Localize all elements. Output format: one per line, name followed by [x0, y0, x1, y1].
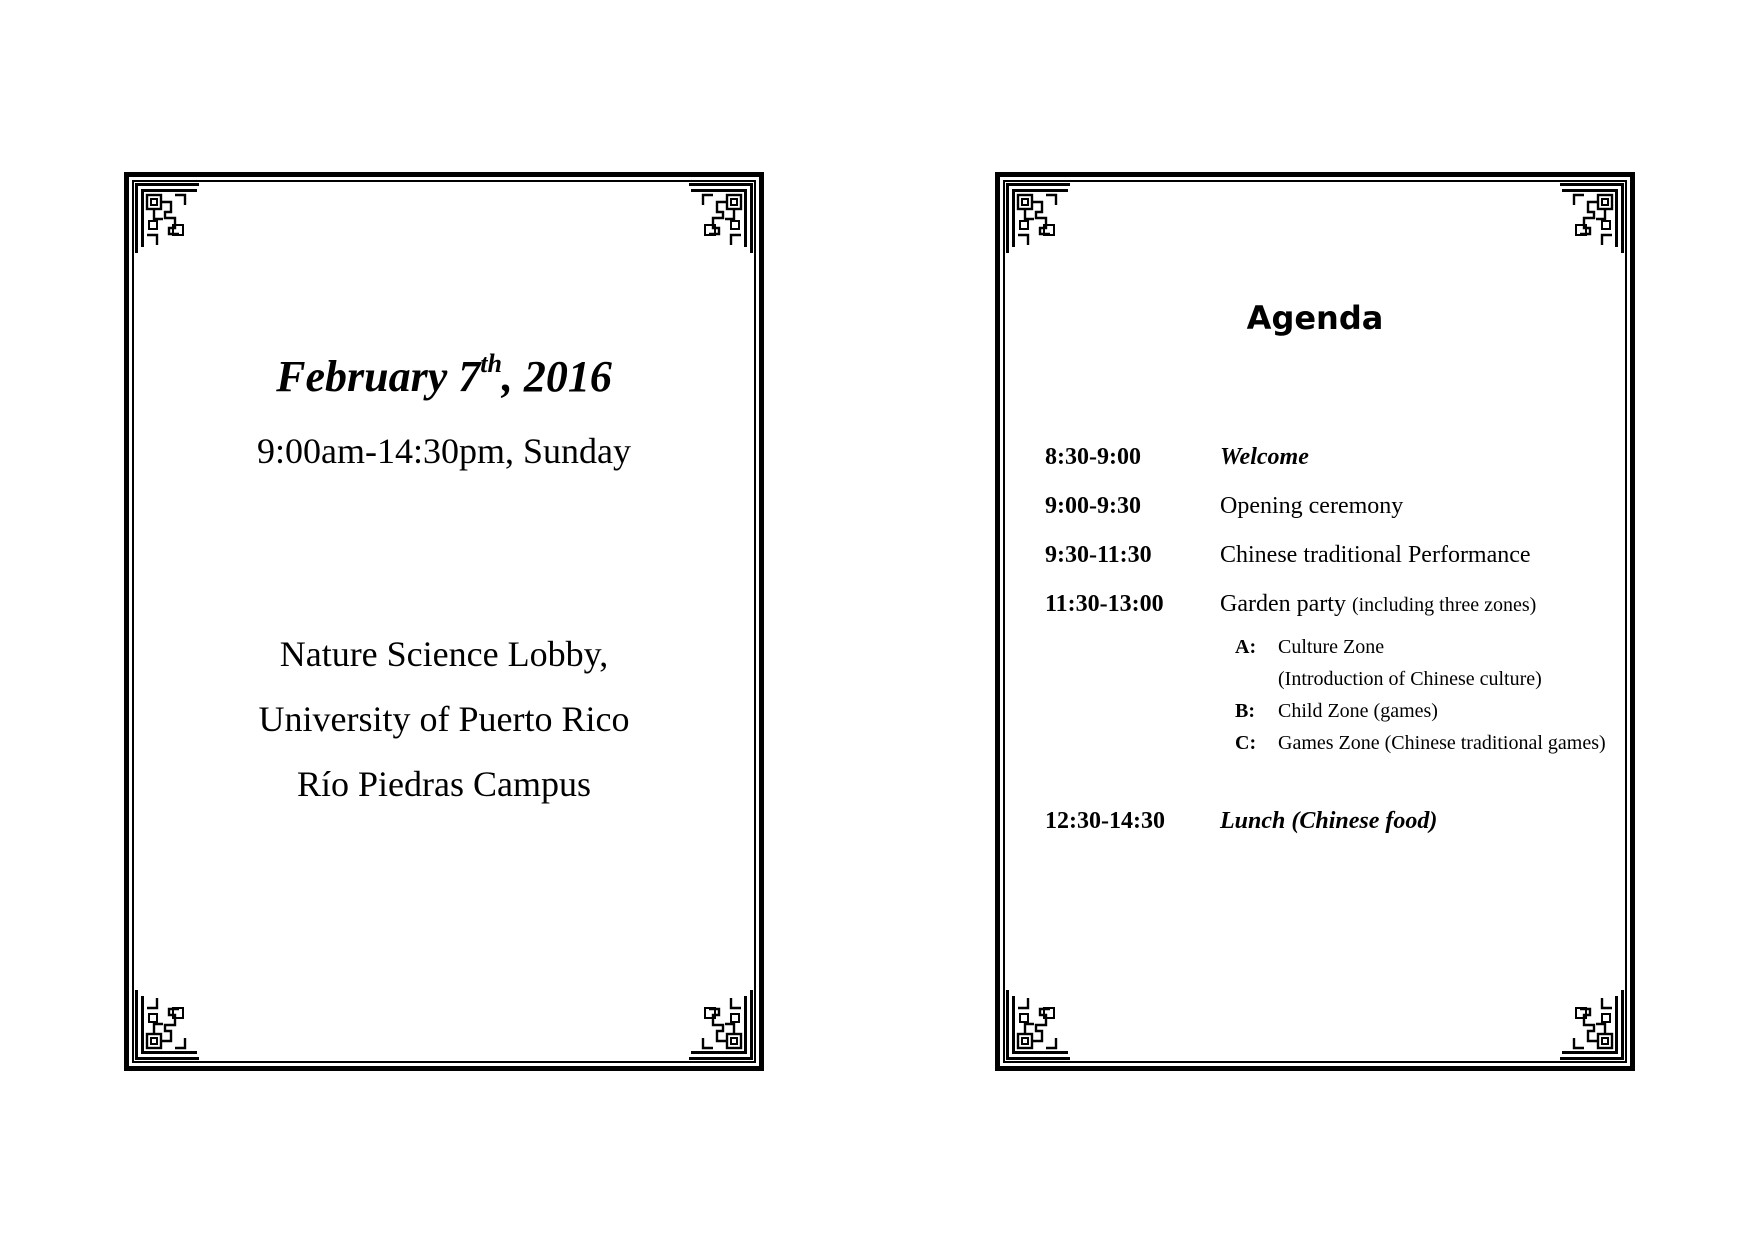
- zone-letter: C:: [1235, 732, 1257, 754]
- agenda-title: Agenda: [1246, 299, 1384, 337]
- venue-line: University of Puerto Rico: [258, 699, 630, 739]
- agenda-desc-main: Garden party: [1220, 591, 1346, 617]
- zone-text: Games Zone (Chinese traditional games): [1278, 732, 1606, 754]
- zone-text: Culture Zone: [1278, 636, 1385, 658]
- agenda-item: [1045, 542, 1635, 591]
- agenda-desc: Welcome: [1220, 444, 1309, 470]
- agenda-time: 9:00-9:30: [1045, 493, 1141, 519]
- venue-line: Río Piedras Campus: [297, 764, 591, 804]
- fret-corner-icon: [135, 183, 199, 253]
- agenda-list: [1045, 444, 1635, 857]
- agenda-desc-note: (including three zones): [1351, 594, 1537, 616]
- zone-item: [1235, 636, 1635, 668]
- agenda-item: [1045, 808, 1635, 857]
- event-date-suffix: th: [480, 349, 502, 378]
- fret-corner-icon: [1006, 990, 1070, 1060]
- event-date-year: , 2016: [501, 352, 612, 401]
- zone-list: [1235, 636, 1635, 764]
- fret-corner-icon: [1560, 990, 1624, 1060]
- agenda-panel: [995, 172, 1635, 1071]
- zone-letter: A:: [1235, 636, 1257, 658]
- cover-panel: [124, 172, 764, 1071]
- zone-letter: B:: [1235, 700, 1255, 722]
- event-time: 9:00am-14:30pm, Sunday: [257, 431, 631, 471]
- agenda-time: 9:30-11:30: [1045, 542, 1152, 568]
- agenda-desc: [1220, 591, 1536, 618]
- fret-corner-icon: [1560, 183, 1624, 253]
- event-date: [129, 349, 759, 401]
- fret-corner-icon: [689, 183, 753, 253]
- zone-text: Child Zone (games): [1278, 700, 1438, 722]
- agenda-item: [1045, 444, 1635, 493]
- fret-corner-icon: [1006, 183, 1070, 253]
- event-venue: [129, 622, 759, 817]
- zone-text: (Introduction of Chinese culture): [1278, 668, 1542, 690]
- zone-item: [1235, 668, 1635, 700]
- agenda-item: [1045, 493, 1635, 542]
- agenda-item: [1045, 591, 1635, 640]
- agenda-time: 12:30-14:30: [1045, 808, 1165, 834]
- fret-corner-icon: [135, 990, 199, 1060]
- agenda-desc: Chinese traditional Performance: [1220, 542, 1531, 568]
- agenda-desc: Lunch (Chinese food): [1220, 808, 1438, 834]
- zone-item: [1235, 700, 1635, 732]
- zone-item: [1235, 732, 1635, 764]
- agenda-time: 11:30-13:00: [1045, 591, 1164, 617]
- venue-line: Nature Science Lobby,: [279, 634, 609, 674]
- event-date-main: February 7: [276, 352, 481, 401]
- fret-corner-icon: [689, 990, 753, 1060]
- agenda-desc: Opening ceremony: [1220, 493, 1404, 519]
- agenda-time: 8:30-9:00: [1045, 444, 1141, 470]
